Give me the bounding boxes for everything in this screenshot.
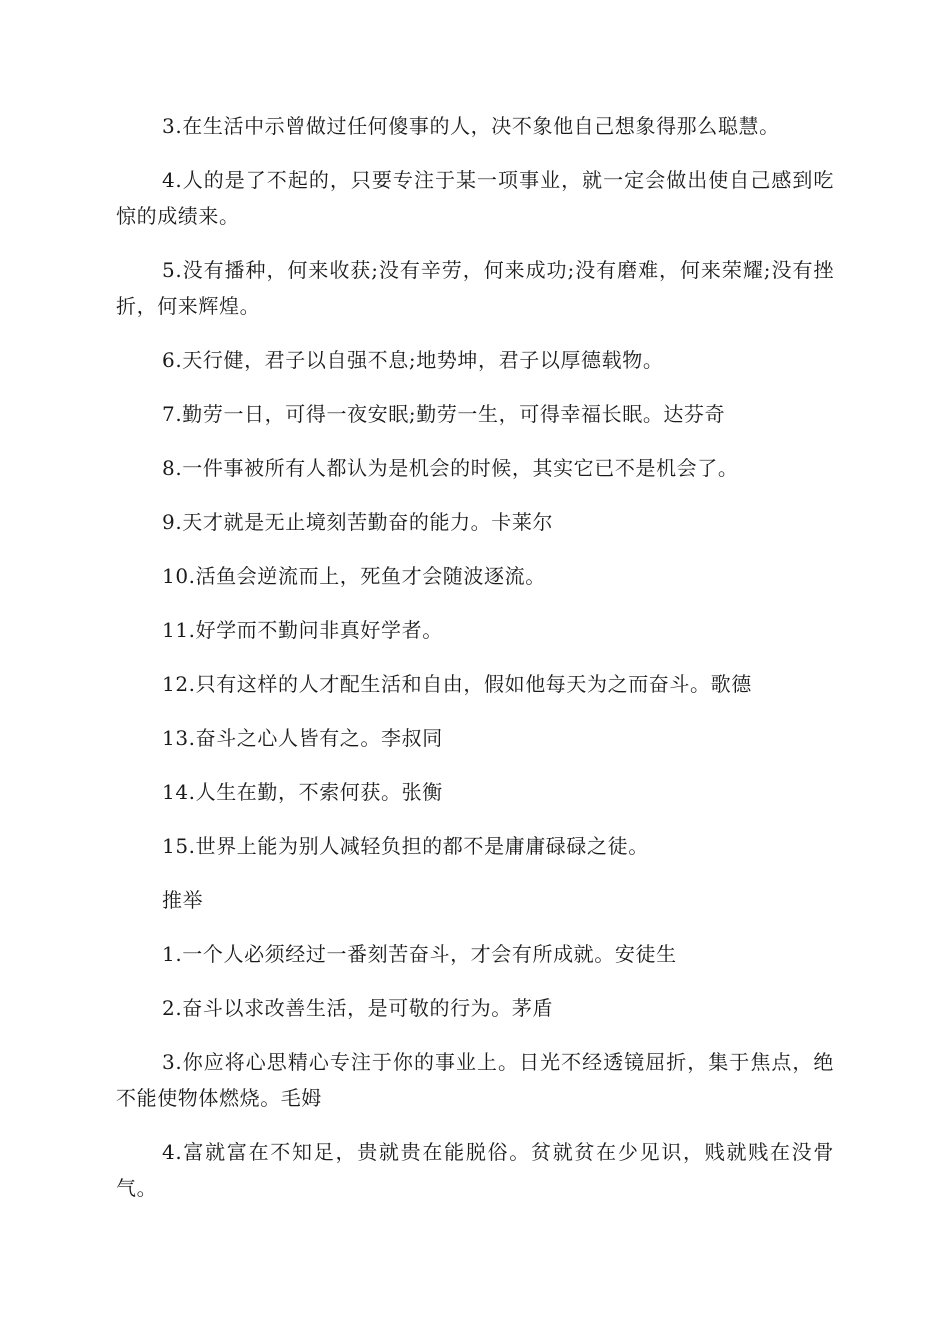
quote-paragraph: 6.天行健，君子以自强不息;地势坤，君子以厚德载物。 xyxy=(162,348,664,372)
quote-paragraph: 3.你应将心思精心专注于你的事业上。日光不经透镜屈折，集于焦点，绝不能使物体燃烧。毛姆 xyxy=(116,1050,834,1110)
quote-paragraph: 5.没有播种，何来收获;没有辛劳，何来成功;没有磨难，何来荣耀;没有挫折，何来辉煌。 xyxy=(116,258,834,318)
quote-paragraph: 8.一件事被所有人都认为是机会的时候，其实它已不是机会了。 xyxy=(162,456,739,480)
quote-paragraph: 2.奋斗以求改善生活，是可敬的行为。茅盾 xyxy=(162,996,554,1020)
quote-paragraph: 11.好学而不勤问非真好学者。 xyxy=(162,618,443,642)
quote-paragraph: 1.一个人必须经过一番刻苦奋斗，才会有所成就。安徒生 xyxy=(162,942,677,966)
quote-paragraph: 9.天才就是无止境刻苦勤奋的能力。卡莱尔 xyxy=(162,510,554,534)
quote-paragraph: 4.人的是了不起的，只要专注于某一项事业，就一定会做出使自己感到吃惊的成绩来。 xyxy=(116,168,834,228)
quote-paragraph: 10.活鱼会逆流而上，死鱼才会随波逐流。 xyxy=(162,564,546,588)
quote-paragraph: 4.富就富在不知足，贵就贵在能脱俗。贫就贫在少见识，贱就贱在没骨气。 xyxy=(116,1140,834,1200)
quote-paragraph: 14.人生在勤，不索何获。张衡 xyxy=(162,780,443,804)
quote-paragraph: 3.在生活中示曾做过任何傻事的人，决不象他自己想象得那么聪慧。 xyxy=(162,114,780,138)
quote-paragraph: 15.世界上能为别人减轻负担的都不是庸庸碌碌之徒。 xyxy=(162,834,649,858)
quote-paragraph: 7.勤劳一日，可得一夜安眠;勤劳一生，可得幸福长眠。达芬奇 xyxy=(162,402,726,426)
quote-paragraph: 12.只有这样的人才配生活和自由，假如他每天为之而奋斗。歌德 xyxy=(162,672,752,696)
quote-paragraph: 13.奋斗之心人皆有之。李叔同 xyxy=(162,726,443,750)
section-heading: 推举 xyxy=(162,888,204,912)
document-body xyxy=(116,108,834,1224)
